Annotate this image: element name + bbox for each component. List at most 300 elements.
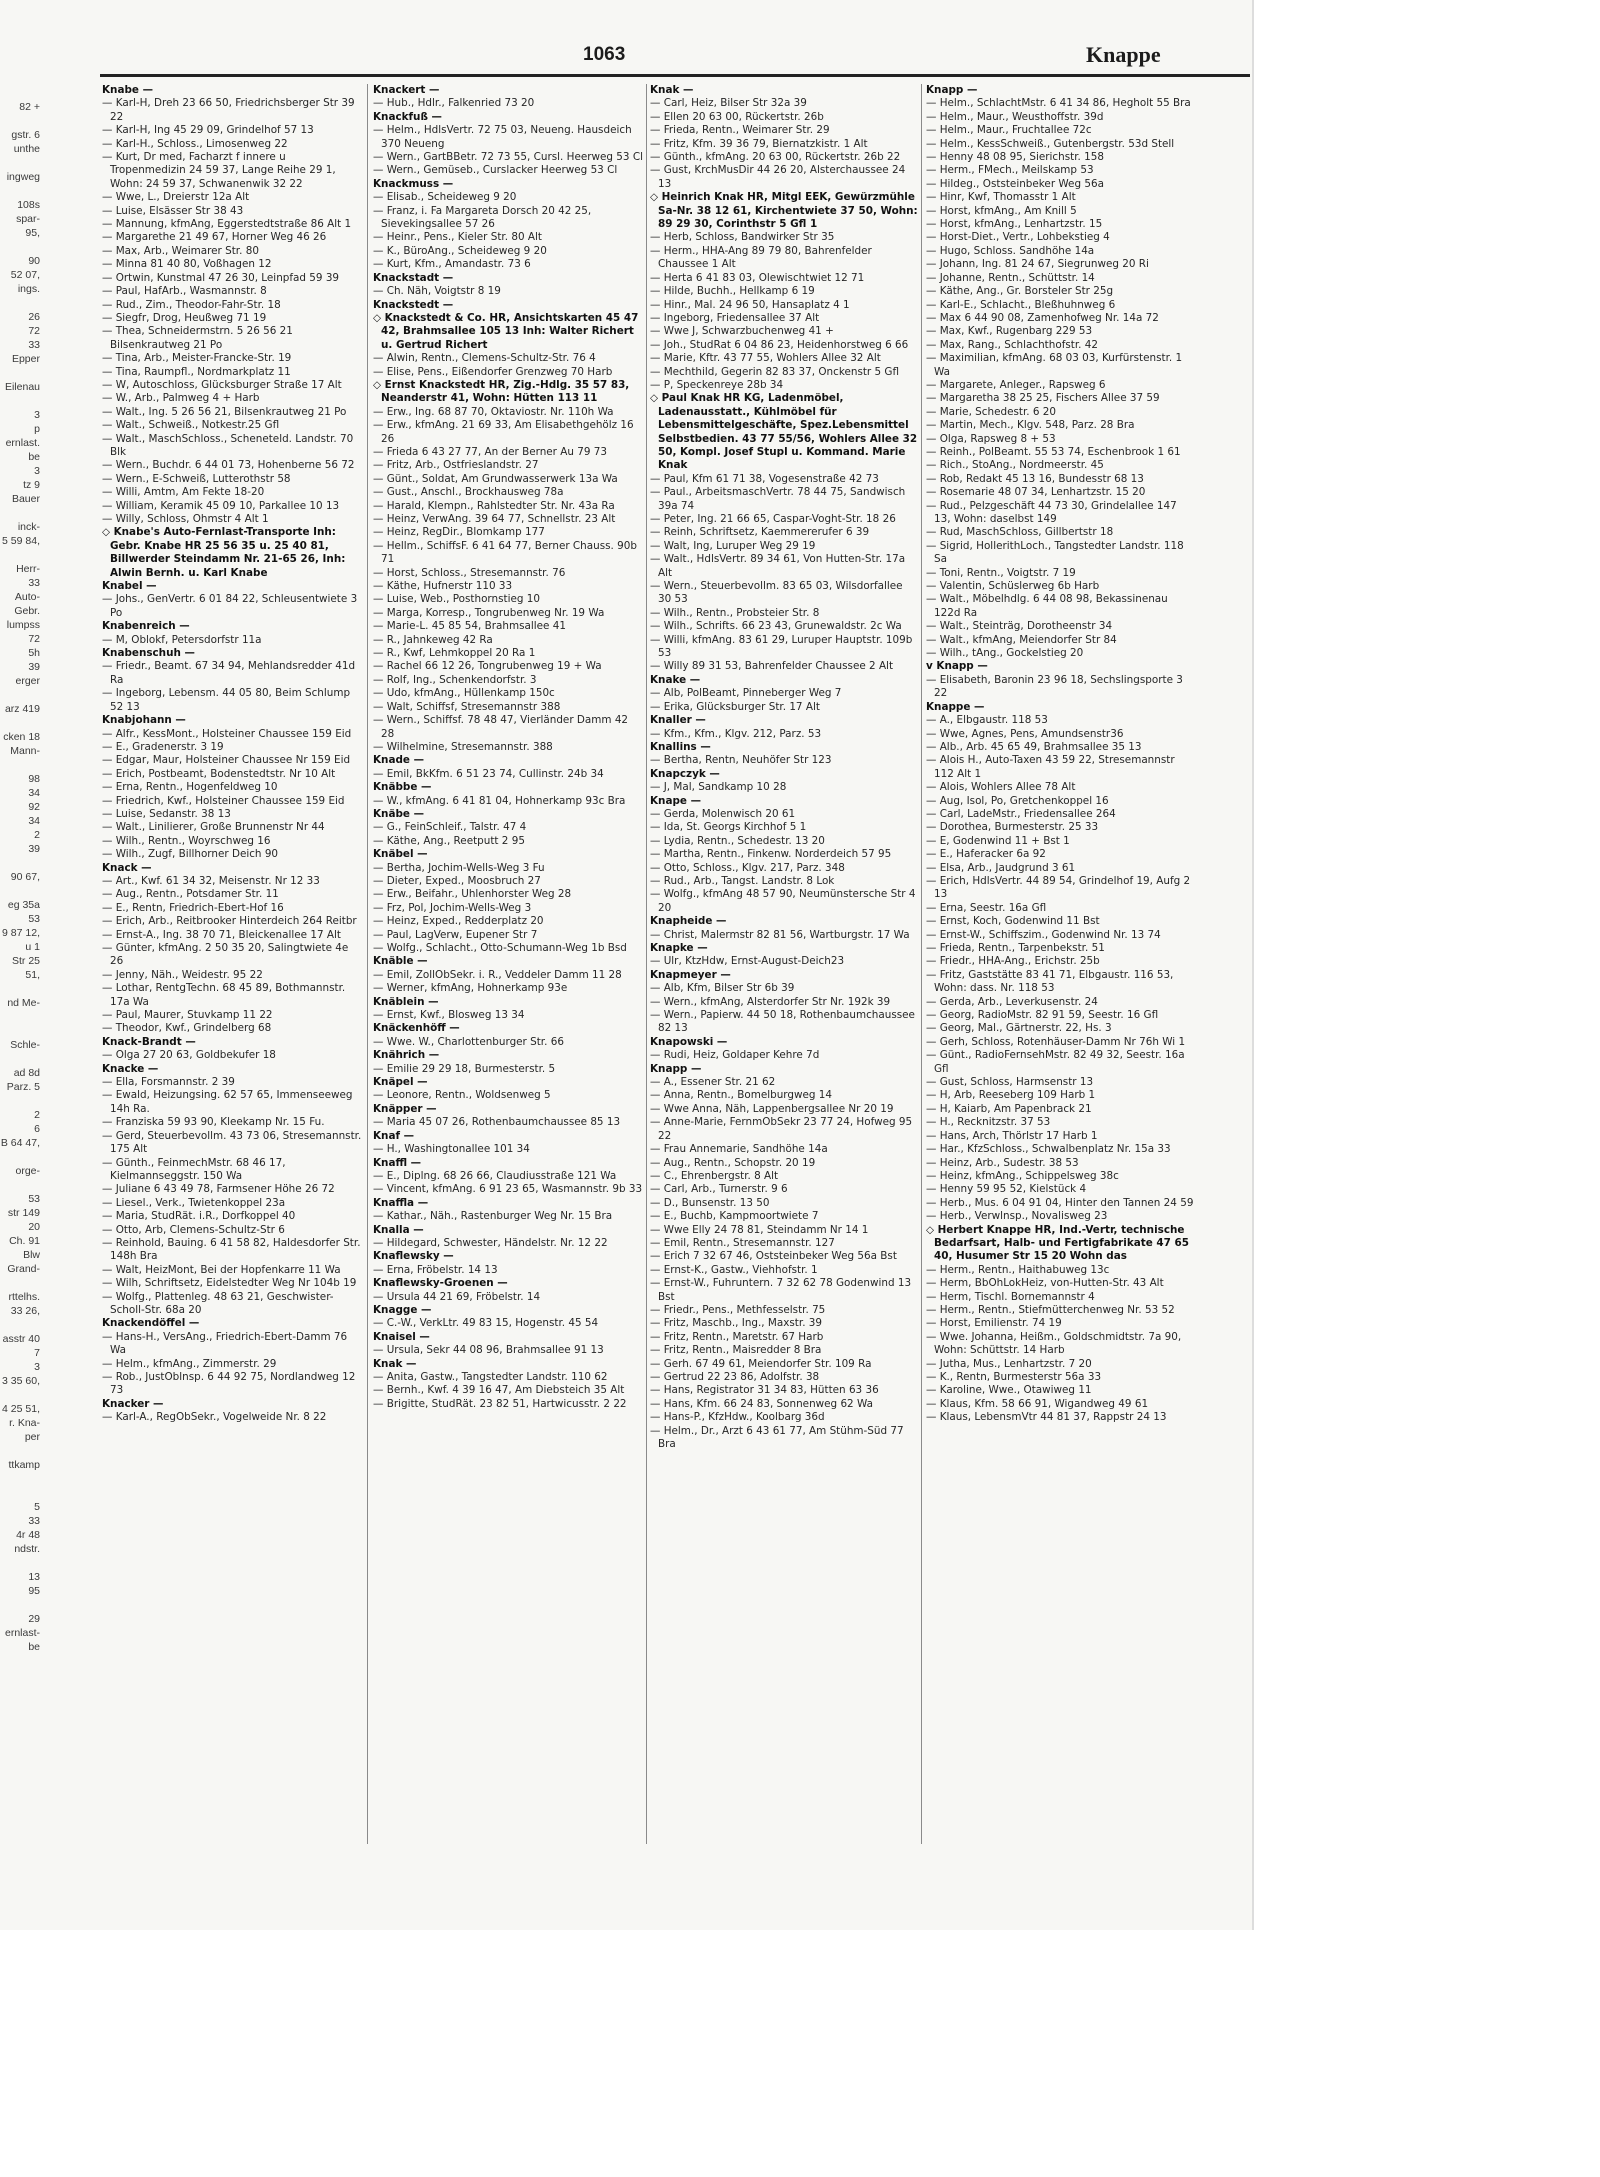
directory-entry: — Paul, LagVerw, Eupener Str 7 [373,928,538,941]
bleed-fragment [0,1024,44,1038]
directory-entry: — Alwin, Rentn., Clemens-Schultz-Str. 76 4 [373,352,596,365]
surname-heading: Knaf — [373,1129,414,1142]
directory-entry: — Ernst, Kwf., Blosweg 13 34 [373,1009,525,1022]
bleed-fragment: Eilenau [4,381,40,393]
surname-heading: Knack-Brandt — [102,1035,196,1048]
directory-entry: — Rachel 66 12 26, Tongrubenweg 19 + Wa [373,660,602,673]
surname-heading: Knackmuss — [373,177,454,190]
directory-entry: — Christ, Malermstr 82 81 56, Wartburgstr. 17 Wa [650,928,910,941]
directory-entry: — Helm., Dr., Arzt 6 43 61 77, Am Stühm-Süd 77 Bra [650,1424,904,1451]
surname-heading: Knapp — [650,1062,702,1075]
directory-entry: — Aug., Rentn., Potsdamer Str. 11 [102,888,279,901]
directory-entry: — Lothar, RentgTechn. 68 45 89, Bothmannstr. 17a Wa [102,982,346,1008]
bleed-fragment: 20 [28,1221,40,1233]
bleed-fragment [0,1598,44,1612]
directory-entry: — Wern., E-Schweiß, Lutterothstr 58 [102,472,291,485]
surname-heading: Knapke — [650,942,708,954]
surname-heading: v Knapp — [926,660,988,673]
directory-entry: — Harald, Klempn., Rahlstedter Str. Nr. 43a Ra [373,499,615,512]
directory-entry: — Tina, Arb., Meister-Francke-Str. 19 [102,352,292,365]
directory-entry: — Rolf, Ing., Schenkendorfstr. 3 [373,673,537,686]
directory-entry: — Wwe. Johanna, Heißm., Goldschmidtstr. 7a 90, Wohn: Schüttstr. 14 Harb [926,1330,1182,1357]
directory-entry: — Ellen 20 63 00, Rückertstr. 26b [650,110,824,123]
directory-entry: — Horst, Schloss., Stresemannstr. 76 [373,566,566,579]
directory-entry: — Bertha, Jochim-Wells-Weg 3 Fu [373,861,545,874]
directory-entry: — Emil, ZollObSekr. i. R., Veddeler Damm 11 28 [373,968,622,981]
bleed-fragment [0,506,44,520]
directory-entry: — E., Haferacker 6a 92 [926,848,1046,861]
directory-entry: — Ida, St. Georgs Kirchhof 5 1 [650,821,807,834]
directory-entry: — Rud., Zim., Theodor-Fahr-Str. 18 [102,298,281,311]
directory-entry: — Marie, Schedestr. 6 20 [926,405,1057,418]
directory-entry: — Herb., Verwlnsp., Novalisweg 23 [926,1210,1108,1223]
bleed-fragment: 4r 48 [16,1529,40,1541]
bleed-fragment: Epper [11,353,40,365]
bleed-fragment [0,758,44,772]
directory-entry: — Kurt, Dr med, Facharzt f innere u Tropenmedizin 24 59 37, Lange Reihe 29 1, Wohn: 24 59 37, Schwanenwik 32 22 [102,151,336,190]
bleed-fragment [0,856,44,870]
directory-entry: — Gertrud 22 23 86, Adolfstr. 38 [650,1371,820,1383]
surname-heading: Knabenschuh — [102,647,195,660]
bleed-fragment: rttelhs. [8,1291,40,1303]
directory-entry: — Willi, kfmAng. 83 61 29, Luruper Hauptstr. 109b 53 [650,633,913,660]
bleed-fragment: 7 [34,1347,40,1359]
directory-entry: — Willi, Amtm, Am Fekte 18-20 [102,486,265,499]
directory-entry: — Helm., KessSchweiß., Gutenbergstr. 53d Stell [926,137,1175,150]
bleed-fragment: inck- [17,521,40,533]
surname-heading: Knabel — [102,580,157,593]
directory-entry: — Hub., Hdlr., Falkenried 73 20 [373,97,535,110]
surname-heading: Knäckenhöff — [373,1022,460,1035]
bleed-fragment: Str 25 [11,955,40,967]
directory-entry: — Karl-E., Schlacht., Bleßhuhnweg 6 [926,298,1116,311]
directory-entry: — Herm, BbOhLokHeiz, von-Hutten-Str. 43 Alt [926,1277,1164,1290]
directory-entry: — Rud., Arb., Tangst. Landstr. 8 Lok [650,874,835,887]
directory-entry: — A., Elbgaustr. 118 53 [926,714,1048,727]
surname-heading: Knäble — [373,955,428,968]
directory-entry: — H, Kaiarb, Am Papenbrack 21 [926,1102,1092,1115]
directory-entry: — E., Gradenerstr. 3 19 [102,740,224,753]
directory-entry: — Reinhold, Bauing. 6 41 58 82, Haldesdorfer Str. 148h Bra [102,1236,361,1263]
bleed-fragment [0,296,44,310]
surname-heading: Knak — [650,84,694,96]
directory-entry: — Hildegard, Schwester, Händelstr. Nr. 12 22 [373,1236,608,1249]
bleed-fragment: p [34,423,40,435]
directory-entry: — Frz, Pol, Jochim-Wells-Weg 3 [373,901,532,914]
bleed-fragment: 95, [25,227,40,239]
directory-entry: — Helm., kfmAng., Zimmerstr. 29 [102,1357,277,1370]
directory-entry: — Dieter, Exped., Moosbruch 27 [373,874,541,887]
directory-entry: — M, Oblokf, Petersdorfstr 11a [102,633,262,646]
directory-entry: — W., kfmAng. 6 41 81 04, Hohnerkamp 93c Bra [373,794,626,807]
directory-entry: — Mechthild, Gegerin 82 83 37, Onckenstr 5 Gfl [650,365,900,378]
directory-entry: — Peter, Ing. 21 66 65, Caspar-Voght-Str. 18 26 [650,513,896,525]
directory-entry: — Helm., Maur., Fruchtallee 72c [926,124,1092,137]
directory-entry: — Rob, Redakt 45 13 16, Bundesstr 68 13 [926,472,1144,485]
directory-entry: — Ursula 44 21 69, Fröbelstr. 14 [373,1290,541,1303]
directory-entry: ◇ Knabe's Auto-Fernlast-Transporte Inh: Gebr. Knabe HR 25 56 35 u. 25 40 81, Billwerder Steindamm Nr. 21-65 26, Inh: Alwin Bernh. u. Karl Knabe [102,526,346,579]
bleed-fragment [0,394,44,408]
bleed-fragment: 72 [28,325,40,337]
directory-entry: — Wwe, L., Dreierstr 12a Alt [102,191,250,204]
directory-entry: — Georg, Mal., Gärtnerstr. 22, Hs. 3 [926,1022,1112,1035]
directory-entry: — Lydia, Rentn., Schedestr. 13 20 [650,834,825,847]
bleed-fragment [0,1052,44,1066]
directory-entry: — Kurt, Kfm., Amandastr. 73 6 [373,258,531,271]
bleed-fragment: 3 [34,409,40,421]
bleed-fragment [0,1150,44,1164]
directory-entry: — Erna, Fröbelstr. 14 13 [373,1263,498,1276]
directory-entry: — Alb., Arb. 45 65 49, Brahmsallee 35 13 [926,740,1142,753]
bleed-fragment: ernlast- [4,1627,40,1639]
bleed-fragment: 92 [28,801,40,813]
directory-entry: — Wwe Elly 24 78 81, Steindamm Nr 14 1 [650,1223,869,1236]
directory-entry: — Heinz, kfmAng., Schippelsweg 38c [926,1169,1119,1182]
directory-entry: — Jutha, Mus., Lenhartzstr. 7 20 [926,1357,1092,1370]
directory-entry: — Fritz, Rentn., Maisredder 8 Bra [650,1344,822,1357]
directory-entry: — Wilhelmine, Stresemannstr. 388 [373,740,553,753]
directory-entry: — Hellm., SchiffsF. 6 41 64 77, Berner Chauss. 90b 71 [373,539,637,566]
directory-entry: — Wwe. W., Charlottenburger Str. 66 [373,1035,564,1048]
bleed-fragment: asstr 40 [2,1333,40,1345]
directory-entry: — Klaus, Kfm. 58 66 91, Wigandweg 49 61 [926,1397,1149,1410]
bleed-fragment: 33 [28,339,40,351]
directory-entry: — Wwe J, Schwarzbuchenweg 41 + [650,325,834,338]
surname-heading: Knackfuß — [373,110,442,123]
bleed-fragment: 108s [17,199,40,211]
directory-entry: — Otto, Schloss., Klgv. 217, Parz. 348 [650,861,845,874]
directory-entry: — Wilh., Rentn., Woyrschweg 16 [102,834,271,847]
directory-entry: — Walt., HdlsVertr. 89 34 61, Von Hutten-Str. 17a Alt [650,553,906,579]
directory-entry: — W., Arb., Palmweg 4 + Harb [102,392,260,405]
surname-heading: Knäblein — [373,995,439,1008]
directory-entry: — Fritz, Rentn., Maretstr. 67 Harb [650,1330,824,1343]
bleed-fragment: Gebr. [14,605,40,617]
directory-entry: — Henny 48 08 95, Sierichstr. 158 [926,151,1104,164]
directory-entry: — Marie, Kftr. 43 77 55, Wohlers Allee 32 Alt [650,352,881,365]
directory-entry: — Ernst-W., Fuhruntern. 7 32 62 78 Godenwind 13 Bst [650,1277,912,1303]
directory-entry: — Paul, HafArb., Wasmannstr. 8 [102,285,267,298]
surname-heading: Knährich — [373,1049,440,1062]
directory-entry: — E., Rentn, Friedrich-Ebert-Hof 16 [102,901,284,914]
bleed-fragment: spar- [16,213,40,225]
bleed-fragment [0,982,44,996]
directory-entry: — Tina, Raumpfl., Nordmarkplatz 11 [102,365,291,378]
directory-entry: — Fritz, Arb., Ostfrieslandstr. 27 [373,459,539,472]
directory-entry: — Luise, Sedanstr. 38 13 [102,807,231,820]
directory-entry: — Luise, Web., Posthornstieg 10 [373,593,540,606]
directory-entry: — A., Essener Str. 21 62 [650,1076,776,1089]
directory-entry: — Anna, Rentn., Bomelburgweg 14 [650,1089,833,1102]
directory-entry: — Ortwin, Kunstmal 47 26 30, Leinpfad 59 39 [102,271,340,284]
directory-entry: — H, Arb, Reeseberg 109 Harb 1 [926,1089,1096,1102]
directory-entry: — Frieda, Rentn., Weimarer Str. 29 [650,124,830,137]
bleed-fragment: 82 + [19,101,40,113]
bleed-fragment: 33 [28,1515,40,1527]
directory-entry: — Werner, kfmAng, Hohnerkamp 93e [373,982,568,995]
directory-entry: — Käthe, Ang., Gr. Borsteler Str 25g [926,285,1114,298]
directory-entry: — Margaretha 38 25 25, Fischers Allee 37 59 [926,392,1160,405]
directory-entry: — Karoline, Wwe., Otawiweg 11 [926,1384,1092,1397]
bleed-fragment: orge- [15,1165,40,1177]
directory-entry: — Günter, kfmAng. 2 50 35 20, Salingtwiete 4e 26 [102,942,349,968]
previous-page-bleed [0,100,44,1820]
directory-entry: — Wern., Schiffsf. 78 48 47, Vierländer Damm 42 28 [373,714,629,740]
bleed-fragment: 5 59 84, [2,535,40,547]
surname-heading: Knaller — [650,714,706,727]
bleed-fragment: 39 [28,843,40,855]
directory-entry: — Alfr., KessMont., Holsteiner Chaussee 159 Eid [102,727,352,740]
bleed-fragment: Schle- [10,1039,40,1051]
directory-entry: — Liesel., Verk., Twietenkoppel 23a [102,1196,286,1209]
directory-entry: — E., Diplng. 68 26 66, Claudiusstraße 121 Wa [373,1169,617,1182]
bleed-fragment: ndstr. [14,1543,40,1555]
directory-entry: — Paul, Maurer, Stuvkamp 11 22 [102,1009,273,1022]
directory-entry: — Heinz, Arb., Sudestr. 38 53 [926,1156,1079,1169]
directory-entry: — Ella, Forsmannstr. 2 39 [102,1076,235,1089]
bleed-fragment: Parz. 5 [6,1081,40,1093]
directory-entry: — Herta 6 41 83 03, Olewischtwiet 12 71 [650,271,865,284]
directory-entry: — Wern., GartBBetr. 72 73 55, Cursl. Heerweg 53 Cl [373,151,643,164]
column-3 [650,84,918,1844]
directory-entry: — Helm., Maur., Weusthoffstr. 39d [926,110,1104,123]
directory-entry: — Erich, Postbeamt, Bodenstedtstr. Nr 10 Alt [102,767,336,780]
directory-entry: — Walt., Schweiß., Notkestr.25 Gfl [102,419,280,432]
surname-heading: Knabe — [102,84,153,96]
directory-entry: — Hans-P., KfzHdw., Koolbarg 36d [650,1411,825,1424]
bleed-fragment: Mann- [10,745,40,757]
directory-entry: — Johs., GenVertr. 6 01 84 22, Schleusentwiete 3 Po [102,593,358,619]
directory-entry: — Alb, PolBeamt, Pinneberger Weg 7 [650,687,842,700]
bleed-fragment [0,1276,44,1290]
directory-entry: — Wwe, Agnes, Pens, Amundsenstr36 [926,727,1124,740]
directory-entry: — Herb., Mus. 6 04 91 04, Hinter den Tannen 24 59 [926,1196,1194,1209]
directory-entry: — Toni, Rentn., Voigtstr. 7 19 [926,566,1076,579]
directory-entry: — Günth., kfmAng. 20 63 00, Rückertstr. 26b 22 [650,151,901,164]
directory-entry: — Walt., Steinträg, Dorotheenstr 34 [926,620,1113,633]
directory-entry: — Fritz, Kfm. 39 36 79, Biernatzkistr. 1 Alt [650,137,868,150]
directory-entry: — Wolfg., Plattenleg. 48 63 21, Geschwister-Scholl-Str. 68a 20 [102,1290,334,1316]
bleed-fragment: unthe [13,143,40,155]
directory-entry: — Maria, StudRät. i.R., Dorfkoppel 40 [102,1210,296,1223]
directory-entry: — Hans-H., VersAng., Friedrich-Ebert-Damm 76 Wa [102,1330,348,1357]
directory-entry: — C.-W., VerkLtr. 49 83 15, Hogenstr. 45 54 [373,1317,599,1330]
bleed-fragment: 29 [28,1613,40,1625]
directory-entry: — Ernst-W., Schiffszim., Godenwind Nr. 13 74 [926,928,1161,941]
bleed-fragment: be [28,451,40,463]
directory-entry: — Georg, RadioMstr. 82 91 59, Seestr. 16 Gfl [926,1009,1159,1022]
directory-entry: — Max, Arb., Weimarer Str. 80 [102,244,259,257]
directory-entry: — Margarethe 21 49 67, Horner Weg 46 26 [102,231,327,244]
bleed-fragment [0,114,44,128]
directory-entry: — Hans, Arch, Thörlstr 17 Harb 1 [926,1129,1098,1142]
bleed-fragment: u 1 [25,941,40,953]
directory-entry: — Rosemarie 48 07 34, Lenhartzstr. 15 20 [926,486,1146,499]
directory-entry: — Mannung, kfmAng, Eggerstedtstraße 86 Alt 1 [102,218,352,231]
bleed-fragment: B 64 47, [0,1137,40,1149]
directory-entry: — W, Autoschloss, Glücksburger Straße 17 Alt [102,378,342,391]
directory-entry: — Wilh., tAng., Gockelstieg 20 [926,647,1084,660]
bleed-fragment: Ch. 91 [9,1235,40,1247]
directory-entry: — Gerda, Arb., Leverkusenstr. 24 [926,995,1098,1008]
header-rule [100,74,1250,77]
bleed-fragment [0,1318,44,1332]
directory-entry: — Walt, Ing, Luruper Weg 29 19 [650,539,816,552]
bleed-fragment: ernlast. [5,437,40,449]
bleed-fragment [0,1472,44,1486]
surname-heading: Knapczyk — [650,767,720,780]
bleed-fragment: 2 [34,829,40,841]
directory-entry: — Juliane 6 43 49 78, Farmsener Höhe 26 72 [102,1183,335,1196]
directory-entry: — Heinz, RegDir., Blomkamp 177 [373,526,545,539]
bleed-fragment: 98 [28,773,40,785]
directory-entry: — Martha, Rentn., Finkenw. Norderdeich 57 95 [650,848,892,861]
surname-heading: Knäbe — [373,807,424,820]
directory-entry: — Frau Annemarie, Sandhöhe 14a [650,1143,828,1156]
surname-heading: Knalla — [373,1223,424,1236]
directory-entry: — William, Keramik 45 09 10, Parkallee 10 13 [102,499,340,512]
directory-entry: — Hildeg., Oststeinbeker Weg 56a [926,177,1104,190]
directory-entry: — Jenny, Näh., Weidestr. 95 22 [102,968,263,981]
directory-entry: — Anita, Gastw., Tangstedter Landstr. 110 62 [373,1371,608,1383]
directory-entry: — Henny 59 95 52, Kielstück 4 [926,1183,1087,1196]
directory-entry: — Günt., RadioFernsehMstr. 82 49 32, Seestr. 16a Gfl [926,1049,1185,1075]
directory-entry: — Vincent, kfmAng. 6 91 23 65, Wasmannstr. 9b 33 [373,1183,643,1196]
surname-heading: Knallins — [650,740,711,753]
bleed-fragment: ad 8d [13,1067,40,1079]
directory-entry: — Gerda, Molenwisch 20 61 [650,807,796,820]
bleed-fragment: erger [15,675,40,687]
bleed-fragment [0,884,44,898]
bleed-fragment: gstr. 6 [11,129,40,141]
surname-heading: Knabenreich — [102,620,190,633]
directory-entry: — Wern., kfmAng, Alsterdorfer Str Nr. 192k 39 [650,995,891,1008]
surname-heading: Knapheide — [650,915,727,928]
directory-entry: — Ulr, KtzHdw, Ernst-August-Deich23 [650,955,845,968]
column-1 [102,84,364,1844]
directory-entry: ◇ Ernst Knackstedt HR, Zig.-Hdlg. 35 57 83, Neanderstr 41, Wohn: Hütten 113 11 [373,378,630,405]
directory-entry: ◇ Knackstedt & Co. HR, Ansichtskarten 45 47 42, Brahmsallee 105 13 Inh: Walter Richert u. Gertrud Richert [373,311,639,351]
directory-entry: ◇ Herbert Knappe HR, Ind.-Vertr, technische Bedarfsart, Halb- und Fertigfabrikate 47 65 40, Husumer Str 15 20 Wohn das [926,1223,1189,1263]
surname-heading: Knacker — [102,1397,164,1410]
directory-entry: — Heinz, Exped., Redderplatz 20 [373,915,544,928]
bleed-fragment: 26 [28,311,40,323]
directory-entry: — Herm., HHA-Ang 89 79 80, Bahrenfelder Chaussee 1 Alt [650,244,872,271]
directory-entry: — Herm., Rentn., Stiefmütterchenweg Nr. 53 52 [926,1303,1175,1316]
column-2 [373,84,643,1844]
directory-entry: — Leonore, Rentn., Woldsenweg 5 [373,1089,551,1102]
directory-entry: — Maria 45 07 26, Rothenbaumchaussee 85 13 [373,1116,621,1129]
bleed-fragment [0,688,44,702]
surname-heading: Knackstedt — [373,298,454,311]
directory-entry: — Ch. Näh, Voigtstr 8 19 [373,285,501,298]
directory-entry: — Frieda 6 43 27 77, An der Berner Au 79 73 [373,445,607,458]
directory-entry: — Max, Rang., Schlachthofstr. 42 [926,338,1098,351]
directory-entry: — Walt, HeizMont, Bei der Hopfenkarre 11 Wa [102,1263,341,1276]
directory-entry: ◇ Paul Knak HR KG, Ladenmöbel, Ladenausstatt., Kühlmöbel für Lebensmittelgeschäfte, Spez.Lebensmittel Selbstbedien. 43 77 55/56, Wohlers Allee 32 50, Kompl. Josef Stupl u. Kommand. Marie Knak [650,392,918,472]
directory-entry: — Franziska 59 93 90, Kleekamp Nr. 15 Fu. [102,1116,325,1129]
surname-heading: Knaflewsky-Groenen — [373,1277,508,1290]
surname-heading: Knäpel — [373,1076,428,1089]
directory-entry: — Max 6 44 90 08, Zamenhofweg Nr. 14a 72 [926,311,1159,324]
surname-heading: Knackendöffel — [102,1317,200,1330]
surname-heading: Knaffl — [373,1156,422,1169]
surname-heading: Knackert — [373,84,440,96]
directory-entry: — Alois, Wohlers Allee 78 Alt [926,781,1076,794]
directory-entry: — Otto, Arb, Clemens-Schultz-Str 6 [102,1223,285,1236]
directory-entry: — Herb, Schloss, Bandwirker Str 35 [650,231,835,244]
surname-heading: Knapmeyer — [650,968,731,981]
directory-entry: — Wilh., Rentn., Probsteier Str. 8 [650,606,820,619]
directory-entry: — Walt., Möbelhdlg. 6 44 08 98, Bekassinenau 122d Ra [926,593,1168,619]
directory-entry: — J, Mal, Sandkamp 10 28 [650,781,787,794]
directory-entry: — Aug, Isol, Po, Gretchenkoppel 16 [926,794,1109,807]
directory-entry: — Maximilian, kfmAng. 68 03 03, Kurfürstenstr. 1 Wa [926,352,1183,378]
bleed-fragment: 52 07, [10,269,40,281]
bleed-fragment: lumpss [6,619,40,631]
directory-entry: — R., Jahnkeweg 42 Ra [373,633,493,646]
directory-entry: — Olga 27 20 63, Goldbekufer 18 [102,1049,276,1062]
directory-entry: — Wilh., Zugf, Billhorner Deich 90 [102,848,279,861]
directory-entry: — Erich, Arb., Reitbrooker Hinterdeich 264 Reitbr [102,915,357,928]
directory-entry: — Horst-Diet., Vertr., Lohbekstieg 4 [926,231,1110,244]
directory-entry: — Friedr., Beamt. 67 34 94, Mehlandsredder 41d Ra [102,660,356,686]
directory-entry: — Erika, Glücksburger Str. 17 Alt [650,700,820,713]
directory-entry: — Wilh., Schrifts. 66 23 43, Grunewaldstr. 2c Wa [650,620,902,633]
bleed-fragment: eg 35a [7,899,40,911]
bleed-fragment: 53 [28,913,40,925]
directory-entry: — Emil, Rentn., Stresemannstr. 127 [650,1236,835,1249]
bleed-fragment: Blw [23,1249,40,1261]
bleed-fragment: 51, [25,969,40,981]
bleed-fragment: arz 419 [4,703,40,715]
bleed-fragment: ingweg [6,171,40,183]
directory-entry: — Siegfr, Drog, Heußweg 71 19 [102,311,267,324]
directory-entry: — Walt, Schiffsf, Stresemannstr 388 [373,700,561,713]
directory-entry: — Margarete, Anleger., Rapsweg 6 [926,378,1106,391]
surname-heading: Knäbbe — [373,781,432,794]
directory-entry: — Klaus, LebensmVtr 44 81 37, Rappstr 24 13 [926,1411,1167,1424]
directory-entry: — Gerd, Steuerbevollm. 43 73 06, Stresemannstr. 175 Alt [102,1129,362,1156]
directory-entry: — Franz, i. Fa Margareta Dorsch 20 42 25, Sievekingsallee 57 26 [373,204,592,231]
directory-entry: — Ingeborg, Lebensm. 44 05 80, Beim Schlump 52 13 [102,687,351,713]
directory-entry: — Willy, Schloss, Ohmstr 4 Alt 1 [102,513,269,525]
directory-entry: — Wern., Gemüseb., Curslacker Heerweg 53 Cl [373,164,618,177]
directory-entry: — Karl-H, Dreh 23 66 50, Friedrichsberger Str 39 22 [102,97,355,123]
directory-entry: — Ursula, Sekr 44 08 96, Brahmsallee 91 13 [373,1344,604,1357]
directory-entry: — Günt., Soldat, Am Grundwasserwerk 13a Wa [373,472,618,485]
surname-heading: Knapowski — [650,1035,728,1048]
surname-heading: Knak — [373,1357,417,1370]
directory-entry: — Paul, Kfm 61 71 38, Vogesenstraße 42 73 [650,472,879,485]
bleed-fragment: 3 35 60, [2,1375,40,1387]
page-number: 1063 [583,44,626,65]
directory-entry: — Erich, HdlsVertr. 44 89 54, Grindelhof 19, Aufg 2 13 [926,874,1191,901]
surname-heading: Knape — [650,794,701,807]
directory-entry: — Art., Kwf. 61 34 32, Meisenstr. Nr 12 33 [102,874,320,887]
directory-entry: — Minna 81 40 80, Voßhagen 12 [102,258,272,271]
surname-heading: Knaisel — [373,1330,430,1343]
bleed-fragment: 3 [34,465,40,477]
bleed-fragment: be [28,1641,40,1653]
bleed-fragment [0,240,44,254]
bleed-fragment [0,184,44,198]
directory-entry: — Gust, Schloss, Harmsenstr 13 [926,1076,1094,1089]
directory-entry: — Erw., Ing. 68 87 70, Oktaviostr. Nr. 110h Wa [373,405,614,418]
column-divider [367,84,368,1844]
surname-heading: Knake — [650,673,701,686]
directory-entry: ◇ Heinrich Knak HR, Mitgl EEK, Gewürzmühle Sa-Nr. 38 12 61, Kirchentwiete 37 50, Wohn: 89 29 30, Corinthstr 5 Gfl 1 [650,191,918,231]
